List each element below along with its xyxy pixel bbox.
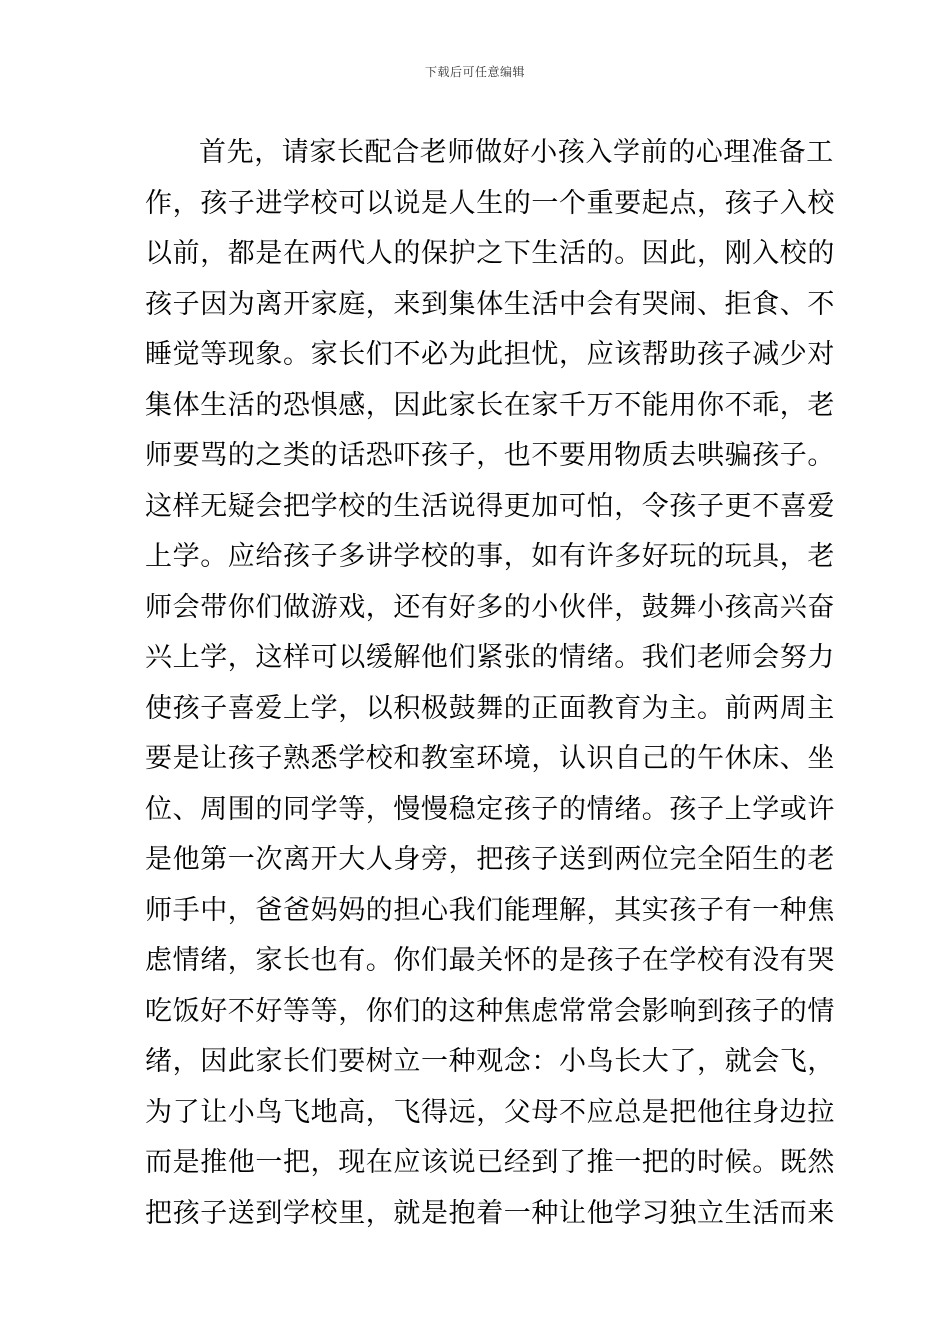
paragraph-line: 要是让孩子熟悉学校和教室环境，认识自己的午休床、坐 [145,743,835,774]
paragraph-line: 这样无疑会把学校的生活说得更加可怕，令孩子更不喜爱 [145,490,835,522]
paragraph-line: 为了让小鸟飞地高，飞得远，父母不应总是把他往身边拉 [145,1096,835,1128]
paragraph-line: 虑情绪，家长也有。你们最关怀的是孩子在学校有没有哭 [145,945,835,976]
paragraph-line: 师会带你们做游戏，还有好多的小伙伴，鼓舞小孩高兴奋 [145,591,835,623]
paragraph-line: 而是推他一把，现在应该说已经到了推一把的时候。既然 [145,1147,835,1178]
page-header: 下载后可任意编辑 [424,65,525,79]
paragraph-line: 作，孩子进学校可以说是人生的一个重要起点，孩子入校 [145,187,835,219]
paragraph-line: 集体生活的恐惧感，因此家长在家千万不能用你不乖，老 [145,389,835,421]
paragraph-line: 兴上学，这样可以缓解他们紧张的情绪。我们老师会努力 [145,642,835,673]
paragraph-line: 师要骂的之类的话恐吓孩子，也不要用物质去哄骗孩子。 [145,440,835,471]
paragraph-line: 上学。应给孩子多讲学校的事，如有许多好玩的玩具，老 [145,541,835,572]
paragraph-line: 把孩子送到学校里，就是抱着一种让他学习独立生活而来 [145,1197,835,1229]
paragraph-line: 绪，因此家长们要树立一种观念：小鸟长大了，就会飞， [145,1046,835,1077]
paragraph-line: 使孩子喜爱上学，以积极鼓舞的正面教育为主。前两周主 [145,692,835,724]
paragraph-line: 是他第一次离开大人身旁，把孩子送到两位完全陌生的老 [145,844,835,875]
paragraph-line: 睡觉等现象。家长们不必为此担忧，应该帮助孩子减少对 [145,339,835,370]
paragraph-line: 以前，都是在两代人的保护之下生活的。因此，刚入校的 [145,238,835,269]
paragraph-line: 首先，请家长配合老师做好小孩入学前的心理准备工 [199,137,834,168]
paragraph-line: 师手中，爸爸妈妈的担心我们能理解，其实孩子有一种焦 [145,894,835,926]
paragraph-line: 位、周围的同学等，慢慢稳定孩子的情绪。孩子上学或许 [145,793,835,825]
paragraph-line: 孩子因为离开家庭，来到集体生活中会有哭闹、拒食、不 [145,288,835,320]
body-paragraph [145,128,835,1239]
paragraph-line: 吃饭好不好等等，你们的这种焦虑常常会影响到孩子的情 [145,995,835,1027]
